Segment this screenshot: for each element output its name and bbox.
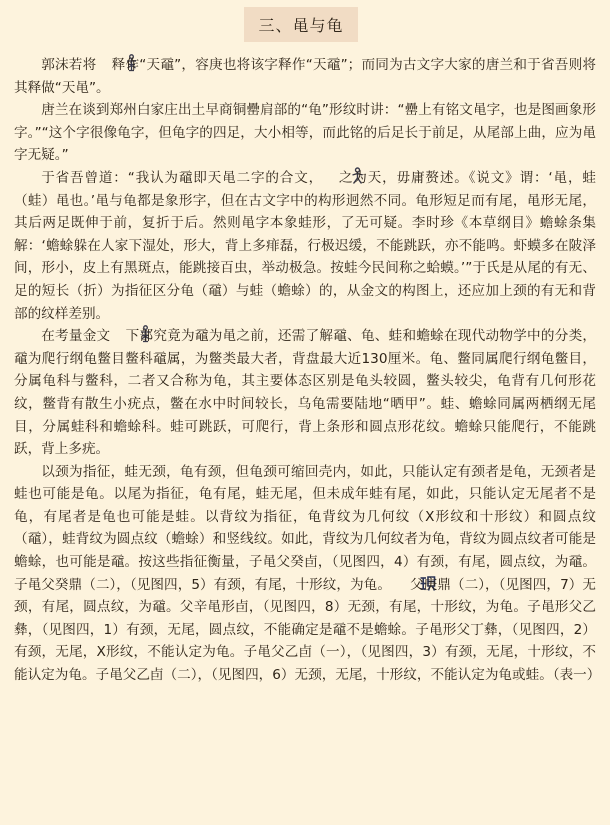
paragraph-4-before: 在考量金文 [41, 328, 111, 345]
paragraph-5-after: 父庚鼎（二），（见图四，7）无颈，有尾，圆点纹，为黿。父辛黾形卣，（见图四，8）无颈，有尾，十形纹，为龟。子黾形父乙彝，（见图四，1）有颈，无尾，圆点纹，不能确定是黿不是蟾蜍。子黾形父丁彝，（见图四，2）有颈，无尾，X形纹，不能认定为龟。子黾父乙卣（一），（见图四，3）有颈，无尾，十形纹，不能认定为龟。子黾父乙卣（二），（见图四，6）无颈，无尾，十形纹，不能认定为龟或蛙。（表一） [14, 576, 601, 684]
section-title: 三、黾与龟 [244, 7, 358, 42]
paragraph-4 [14, 325, 596, 461]
paragraph-1-after: 释作“天黿”，容庚也将该字释作“天黿”；而同为古文字大家的唐兰和于省吾则将其释做“天黾”。 [14, 57, 597, 96]
paragraph-2: 唐兰在谈到郑州白家庄出土早商铜罍肩部的“龟”形纹时讲：“罍上有铭文黾字，也是图画象形字。”“这个字很像龟字，但龟字的四足，大小相等，而此铭的后足长于前足，从尾部上曲，应为黾字无疑。” [14, 102, 596, 164]
bronze-glyph-icon [97, 54, 110, 72]
bronze-glyph-icon [324, 167, 337, 185]
paragraph-1 [14, 54, 596, 99]
bronze-glyph-icon [111, 325, 124, 343]
bronze-glyph-icon [392, 574, 409, 592]
paragraph-3-after: 之为天，毋庸赘述。《说文》谓：‘黾，蛙（蛙）黾也。’黾与龟都是象形字，但在古文字中的构形迥然不同。龟形短足而有尾，黾形无尾，其后两足既伸于前，复折于后。然则黾字本象蛙形，了无可疑。李时珍《本草纲目》蟾蜍条集解：‘蟾蜍躲在人家下湿处，形大，背上多痱磊，行极迟缓，不能跳跃，亦不能鸣。虾蟆多在陂泽间，形小，皮上有黑斑点，能跳接百虫，举动极急。按蛙今民间称之蛤蟆。’”于氏是从尾的有无、足的短长（折）为指征区分龟（黿）与蛙（蟾蜍）的，从金文的构图上，还应加上颈的有无和背部的纹样差别。 [14, 169, 596, 322]
paragraph-5-before: 以颈为指征，蛙无颈，龟有颈，但龟颈可缩回壳内，如此，只能认定有颈者是龟，无颈者是蛙也可能是龟。以尾为指征，龟有尾，蛙无尾，但未成年蛙有尾，如此，只能认定无尾者不是龟，有尾者是龟也可能是蛙。以背纹为指征，龟背纹为几何纹（X形纹和十形纹）和圆点纹（黿），蛙背纹为圆点纹（蟾蜍）和竖线纹。如此，背纹为几何纹者为龟，背纹为圆点纹者可能是蟾蜍，也可能是黿。按这些指征衡量，子黾父癸卣，（见图四，4）有颈，有尾，圆点纹，为黿。子黾父癸鼎（二），（见图四，5）有颈，有尾，十形纹，为龟。 [14, 463, 596, 593]
paragraph-3 [14, 167, 596, 325]
article-body [14, 54, 601, 687]
paragraph-4-after: 下部究竟为黿为黾之前，还需了解黿、龟、蛙和蟾蜍在现代动物学中的分类，黿为爬行纲龟鳖目鳖科黿属，为鳖类最大者，背盘最大近130厘米。龟、鳖同属爬行纲龟鳖目，分属龟科与鳖科，二者又合称为龟，其主要体态区别是龟头较圆，鳖头较尖，龟背有几何形花纹，鳖背有散生小疣点，鳖在水中时间较长，乌龟需要陆地“晒甲”。蛙、蟾蜍同属两栖纲无尾目，分属蛙科和蟾蜍科。蛙可跳跃，可爬行，背上条形和圆点形花纹。蟾蜍只能爬行，不能跳跃，背上多疣。 [14, 328, 597, 458]
paragraph-3-before: 于省吾曾道：“我认为黿即天黾二字的合文， [41, 169, 324, 186]
paragraph-1-before: 郭沫若将 [41, 57, 97, 73]
paragraph-5 [14, 461, 601, 687]
